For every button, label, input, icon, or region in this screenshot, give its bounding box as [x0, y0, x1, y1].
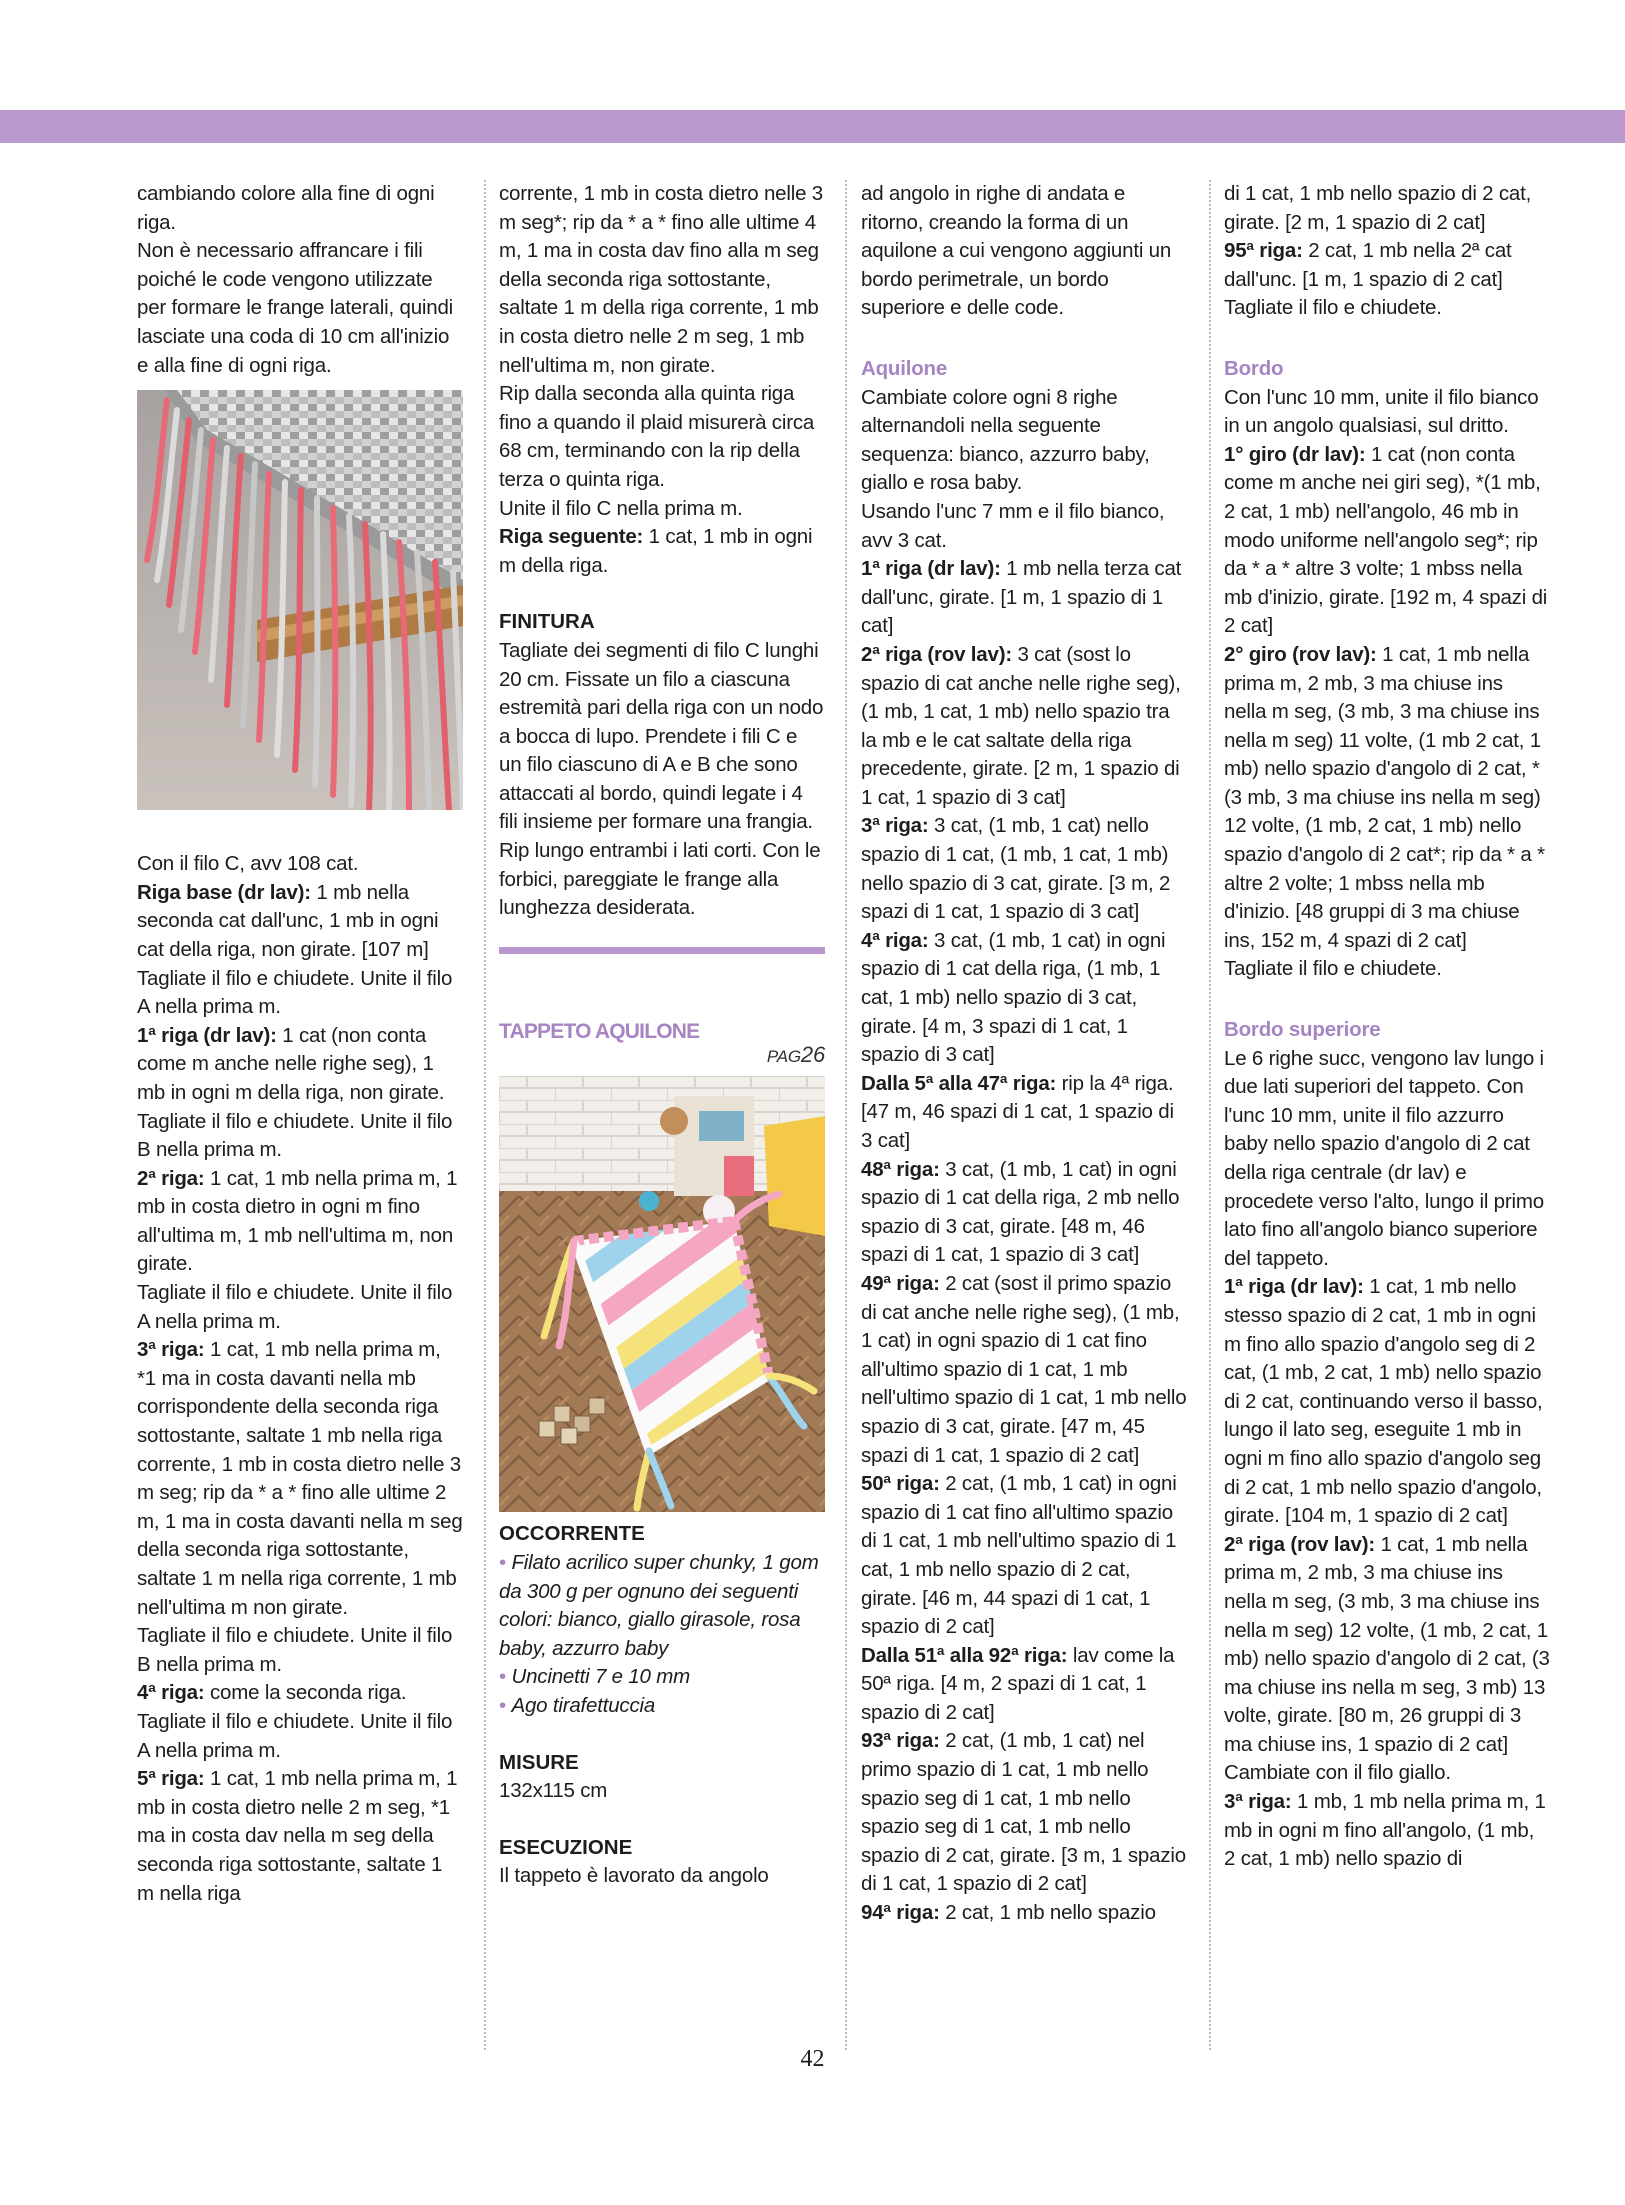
instruction-row: [861, 1727, 1187, 1899]
row-text: 2 cat, 1 mb nello spazio: [939, 1901, 1156, 1925]
project-title-block: [499, 1018, 825, 1069]
section-heading: Bordo: [1224, 356, 1284, 380]
instruction-row: [861, 1470, 1187, 1642]
row-text: 1 cat (non conta come m anche nei giri seg), *(1 mb, 2 cat, 1 mb) nell'angolo, 46 mb in modo uniforme nell'angolo seg*; rip da * a * altre 3 volte; 1 mbss nella mb d'inizio, girate. [192 m, 4 spazi di 2 cat]: [1224, 442, 1548, 638]
row-heading: 1ª riga (dr lav):: [137, 1023, 277, 1047]
row-text: 1 cat, 1 mb nella prima m, 1 mb in costa dietro nelle 2 m seg, *1 ma in costa dav nella m seg della seconda riga sottostante, saltate 1 m nella riga: [137, 1767, 458, 1905]
materials-list-item: [499, 1549, 825, 1663]
paragraph: 132x115 cm: [499, 1779, 608, 1803]
blanket-fringe-photo: [137, 390, 463, 810]
instruction-row: [499, 523, 825, 580]
bullet-icon: •: [499, 1551, 512, 1575]
paragraph: Tagliate dei segmenti di filo C lunghi 20 cm. Fissate un filo a ciascuna estremità pari della riga con un nodo a bocca di lupo. Prendete i fili C e un filo ciascuno di A e B che sono attaccati al bordo, quindi legate i 4 fili insieme per formare una frangia. Rip lungo entrambi i lati corti. Con le forbici, pareggiate le frange alla lunghezza desiderata.: [499, 638, 824, 920]
row-text: 1 mb nella terza cat dall'unc, girate. [1 m, 1 spazio di 1 cat]: [861, 557, 1182, 638]
page-reference-number: 26: [800, 1042, 825, 1068]
column-1: [137, 180, 463, 1908]
section-heading: MISURE: [499, 1750, 579, 1774]
row-heading: 3ª riga:: [1224, 1790, 1292, 1814]
page-reference-label: PAG: [766, 1047, 801, 1067]
row-text: 2 cat, (1 mb, 1 cat) in ogni spazio di 1 cat fino all'ultimo spazio di 1 cat, 1 mb nell'ultimo spazio di 1 cat, 1 mb nello spazio di 2 cat, girate. [46 m, 44 spazi di 1 cat, 1 spazio di 2 cat]: [861, 1472, 1177, 1639]
column-2: [499, 180, 825, 1891]
row-text: 1 cat, 1 mb in ogni m della riga.: [499, 525, 813, 577]
row-heading: 2° giro (rov lav):: [1224, 642, 1377, 666]
row-text: 1 cat, 1 mb nella prima m, *1 ma in costa davanti nella mb corrispondente della seconda riga sottostante, saltate 1 mb nella riga corrente, 1 mb in costa dietro nelle 3 m seg; rip da * a * fino alle ultime 2 m, 1 ma in costa davanti nella m seg della seconda riga sottostante, saltate 1 m nella riga corrente, 1 mb nell'ultima m non girate.: [137, 1338, 463, 1619]
row-heading: 4ª riga:: [861, 928, 929, 952]
instruction-row: [861, 1156, 1187, 1270]
instruction-row: [861, 641, 1187, 813]
row-heading: 2ª riga (rov lav):: [861, 642, 1012, 666]
instruction-row: [1224, 1531, 1550, 1760]
row-text: 3 cat, (1 mb, 1 cat) in ogni spazio di 1 cat della riga, 2 mb nello spazio di 3 cat, girate. [48 m, 46 spazi di 1 cat, 1 spazio di 3 cat]: [861, 1157, 1180, 1267]
kite-rug-photo: [499, 1076, 825, 1512]
top-color-band: [0, 110, 1625, 143]
paragraph: Cambiate con il filo giallo.: [1224, 1761, 1451, 1785]
paragraph: Usando l'unc 7 mm e il filo bianco, avv 3 cat.: [861, 499, 1165, 552]
instruction-row: [861, 1899, 1187, 1928]
instruction-row: [861, 1070, 1187, 1156]
row-heading: 3ª riga:: [861, 814, 929, 838]
list-text: Filato acrilico super chunky, 1 gom da 300 g per ognuno dei seguenti colori: bianco, giallo girasole, rosa baby, azzurro baby: [499, 1551, 819, 1660]
paragraph: cambiando colore alla fine di ogni riga.: [137, 182, 435, 234]
row-text: 1 cat, 1 mb nella prima m, 2 mb, 3 ma chiuse ins nella m seg, (3 mb, 3 ma chiuse ins nella m seg) 11 volte, (1 mb 2 cat, 1 mb) nello spazio d'angolo di 2 cat, *(3 mb, 3 ma chiuse ins nella m seg) 12 volte, (1 mb, 2 cat, 1 mb) nello spazio d'angolo di 2 cat*; rip da * a * altre 2 volte; 1 mbss nella mb d'inizio. [48 gruppi di 3 ma chiuse ins, 152 m, 4 spazi di 2 cat]: [1224, 642, 1545, 952]
materials-list-item: [499, 1692, 825, 1721]
paragraph: Le 6 righe succ, vengono lav lungo i due lati superiori del tappeto. Con l'unc 10 mm, unite il filo azzurro baby nello spazio d'angolo di 2 cat della riga centrale (dr lav) e procedete verso l'alto, lungo il primo lato fino all'angolo bianco superiore del tappeto.: [1224, 1046, 1544, 1270]
row-heading: Riga seguente:: [499, 525, 644, 549]
section-heading: Bordo superiore: [1224, 1018, 1381, 1042]
paragraph: Tagliate il filo e chiudete. Unite il filo B nella prima m.: [137, 1624, 453, 1676]
column-4: [1224, 180, 1550, 1874]
paragraph: Tagliate il filo e chiudete.: [1224, 296, 1442, 320]
paragraph: Non è necessario affrancare i fili poiché le code vengono utilizzate per formare le frange laterali, quindi lasciate una coda di 10 cm all'inizio e alla fine di ogni riga.: [137, 239, 454, 377]
spacer: [499, 1721, 825, 1749]
row-heading: Riga base (dr lav):: [137, 880, 311, 904]
instruction-row: [1224, 1273, 1550, 1530]
instruction-row: [861, 555, 1187, 641]
instruction-row: [137, 879, 463, 965]
paragraph: Tagliate il filo e chiudete.: [1224, 957, 1442, 981]
instruction-row: [1224, 237, 1550, 294]
paragraph: corrente, 1 mb in costa dietro nelle 3 m seg*; rip da * a * fino alle ultime 4 m, 1 ma in costa dav fino alla m seg della seconda riga sottostante, saltate 1 m della riga corrente, 1 mb in costa dietro nelle 2 m seg, 1 mb nell'ultima m, non girate.: [499, 182, 823, 377]
instruction-row: [861, 927, 1187, 1070]
spacer: [499, 1806, 825, 1834]
page-number: 42: [800, 2046, 825, 2072]
paragraph: Tagliate il filo e chiudete. Unite il filo B nella prima m.: [137, 1109, 453, 1162]
row-text: 1 cat, 1 mb nella prima m, 2 mb, 3 ma chiuse ins nella m seg, (3 mb, 3 ma chiuse ins nella m seg) 12 volte, (1 mb, 2 cat, 1 mb) nello spazio d'angolo di 2 cat, (3 ma chiuse ins nella m seg, 3 mb) 13 volte, girate. [80 m, 26 gruppi di 3 ma chiuse ins, 1 spazio di 2 cat]: [1224, 1532, 1550, 1756]
row-heading: 1° giro (dr lav):: [1224, 442, 1366, 466]
row-text: 3 cat (sost lo spazio di cat anche nelle righe seg), (1 mb, 1 cat, 1 mb) nello spazio tra la mb e le cat saltate della riga precedente, girate. [2 m, 1 spazio di 1 cat, 1 spazio di 3 cat]: [861, 642, 1181, 809]
paragraph: di 1 cat, 1 mb nello spazio di 2 cat, girate. [2 m, 1 spazio di 2 cat]: [1224, 182, 1532, 234]
paragraph: Il tappeto è lavorato da angolo: [499, 1864, 769, 1888]
column-divider: [845, 180, 847, 2050]
spacer: [861, 323, 1187, 351]
instruction-row: [861, 1270, 1187, 1470]
section-heading: ESECUZIONE: [499, 1835, 633, 1859]
column-3: [861, 180, 1187, 1928]
paragraph: Con il filo C, avv 108 cat.: [137, 852, 359, 876]
instruction-row: [137, 1765, 463, 1908]
row-text: 2 cat, (1 mb, 1 cat) nel primo spazio di 1 cat, 1 mb nello spazio seg di 1 cat, 1 mb nello spazio seg di 1 cat, 1 mb nello spazio di 2 cat, girate. [3 m, 1 spazio di 1 cat, 1 spazio di 2 cat]: [861, 1729, 1186, 1896]
row-heading: 2ª riga (rov lav):: [1224, 1532, 1375, 1556]
paragraph: Rip dalla seconda alla quinta riga fino a quando il plaid misurerà circa 68 cm, terminando con la rip della terza o quinta riga.: [499, 382, 815, 491]
row-heading: 93ª riga:: [861, 1729, 940, 1753]
row-heading: 49ª riga:: [861, 1271, 940, 1295]
bullet-icon: •: [499, 1665, 512, 1689]
paragraph: Cambiate colore ogni 8 righe alternandoli nella seguente sequenza: bianco, azzurro baby, giallo e rosa baby.: [861, 385, 1150, 495]
row-text: 1 mb, 1 mb nella prima m, 1 mb in ogni m fino all'angolo, (1 mb, 2 cat, 1 mb) nello spazio di: [1224, 1790, 1546, 1871]
paragraph: Con l'unc 10 mm, unite il filo bianco in un angolo qualsiasi, sul dritto.: [1224, 385, 1539, 438]
row-heading: 1ª riga (dr lav):: [1224, 1275, 1364, 1299]
row-heading: 3ª riga:: [137, 1338, 205, 1362]
instruction-row: [1224, 441, 1550, 641]
instruction-row: [137, 1022, 463, 1108]
row-text: 2 cat, 1 mb nella 2ª cat dall'unc. [1 m, 1 spazio di 2 cat]: [1224, 239, 1512, 291]
paragraph: ad angolo in righe di andata e ritorno, creando la forma di un aquilone a cui vengono aggiunti un bordo perimetrale, un bordo superiore e delle code.: [861, 182, 1172, 320]
bullet-icon: •: [499, 1694, 512, 1717]
paragraph: Tagliate il filo e chiudete. Unite il filo A nella prima m.: [137, 1281, 453, 1333]
spacer: [499, 580, 825, 608]
column-divider: [484, 180, 486, 2050]
section-heading: FINITURA: [499, 610, 595, 634]
row-heading: 4ª riga:: [137, 1681, 205, 1705]
instruction-row: [861, 812, 1187, 926]
spacer: [1224, 984, 1550, 1012]
instruction-row: [137, 1679, 463, 1708]
section-rule: [499, 947, 825, 954]
instruction-row: [861, 1642, 1187, 1728]
row-heading: 2ª riga:: [137, 1166, 205, 1190]
spacer: [1224, 323, 1550, 351]
row-text: 3 cat, (1 mb, 1 cat) nello spazio di 1 cat, (1 mb, 1 cat, 1 mb) nello spazio di 3 cat, girate. [3 m, 2 spazi di 1 cat, 1 spazio di 3 cat]: [861, 814, 1171, 924]
instruction-row: [137, 1165, 463, 1279]
instruction-row: [137, 1336, 463, 1622]
row-heading: 50ª riga:: [861, 1472, 940, 1496]
materials-list-item: [499, 1663, 825, 1692]
row-heading: 95ª riga:: [1224, 239, 1303, 263]
row-text: come la seconda riga.: [204, 1681, 407, 1705]
row-text: 2 cat (sost il primo spazio di cat anche nelle righe seg), (1 mb, 1 cat) in ogni spazio di 1 cat fino all'ultimo spazio di 1 cat, 1 mb nell'ultimo spazio di 1 cat, 1 mb nello spazio di 3 cat, girate. [47 m, 45 spazi di 1 cat, 1 spazio di 2 cat]: [861, 1271, 1187, 1467]
row-heading: 1ª riga (dr lav):: [861, 557, 1001, 581]
instruction-row: [1224, 641, 1550, 956]
page-reference: [499, 1044, 825, 1068]
list-text: Ago tirafettuccia: [511, 1694, 656, 1717]
row-heading: Dalla 51ª alla 92ª riga:: [861, 1643, 1068, 1667]
row-text: 1 cat, 1 mb nello stesso spazio di 2 cat, 1 mb in ogni m fino allo spazio d'angolo seg di 2 cat, (1 mb, 2 cat, 1 mb) nello spazio di 2 cat, continuando verso il basso, lungo il lato seg, eseguite 1 mb in ogni m fino allo spazio d'angolo seg di 2 cat, 1 mb nello spazio d'angolo, girate. [104 m, 1 spazio di 2 cat]: [1224, 1275, 1543, 1528]
row-text: 1 cat, 1 mb nella prima m, 1 mb in costa dietro in ogni m fino all'ultima m, 1 mb nell'ultima m, non girate.: [137, 1166, 458, 1276]
column-divider: [1209, 180, 1211, 2050]
row-heading: 94ª riga:: [861, 1901, 940, 1925]
project-title: TAPPETO AQUILONE: [499, 1019, 700, 1043]
section-heading: OCCORRENTE: [499, 1522, 645, 1546]
row-text: 3 cat, (1 mb, 1 cat) in ogni spazio di 1 cat della riga, (1 mb, 1 cat, 1 mb) nello spazio di 3 cat, girate. [4 m, 3 spazi di 1 cat, 1 spazio di 3 cat]: [861, 928, 1166, 1067]
row-text: rip la 4ª riga. [47 m, 46 spazi di 1 cat, 1 spazio di 3 cat]: [861, 1071, 1174, 1152]
paragraph: Unite il filo C nella prima m.: [499, 496, 743, 520]
row-text: 1 cat (non conta come m anche nelle righe seg), 1 mb in ogni m della riga, non girate.: [137, 1023, 445, 1104]
instruction-row: [1224, 1788, 1550, 1874]
row-heading: 48ª riga:: [861, 1157, 940, 1181]
row-text: 1 mb nella seconda cat dall'unc, 1 mb in ogni cat della riga, non girate. [107 m]: [137, 880, 439, 961]
paragraph: Tagliate il filo e chiudete. Unite il filo A nella prima m.: [137, 1709, 453, 1762]
list-text: Uncinetti 7 e 10 mm: [511, 1665, 690, 1689]
paragraph: Tagliate il filo e chiudete. Unite il filo A nella prima m.: [137, 966, 453, 1019]
row-heading: 5ª riga:: [137, 1767, 205, 1791]
section-heading: Aquilone: [861, 356, 948, 380]
row-text: lav come la 50ª riga. [4 m, 2 spazi di 1 cat, 1 spazio di 2 cat]: [861, 1643, 1175, 1724]
row-heading: Dalla 5ª alla 47ª riga:: [861, 1071, 1057, 1095]
